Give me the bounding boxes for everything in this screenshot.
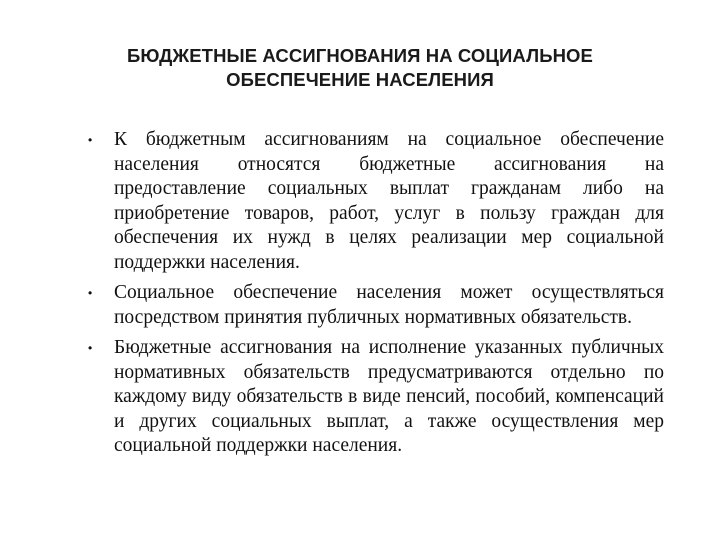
bullet-text-2: Социальное обеспечение населения может осуществляться посредством принятия публичных нормативных обязательств. <box>114 282 664 328</box>
bullet-list <box>88 128 664 465</box>
bullet-icon: • <box>88 286 93 300</box>
title-line-2: ОБЕСПЕЧЕНИЕ НАСЕЛЕНИЯ <box>226 69 494 90</box>
slide-title <box>60 44 660 92</box>
title-line-1: БЮДЖЕТНЫЕ АССИГНОВАНИЯ НА СОЦИАЛЬНОЕ <box>127 45 593 66</box>
bullet-item-3 <box>88 336 664 459</box>
bullet-icon: • <box>88 341 93 355</box>
bullet-text-1: К бюджетным ассигнованиям на социальное обеспечение населения относятся бюджетные ассигнования на предоставление социальных выплат гражданам либо на приобретение товаров, работ, услуг в пользу граждан для обеспечения их нужд в целях реализации мер социальной поддержки населения. <box>114 129 664 273</box>
bullet-item-1 <box>88 128 664 275</box>
bullet-icon: • <box>88 133 93 147</box>
bullet-item-2 <box>88 281 664 330</box>
bullet-text-3: Бюджетные ассигнования на исполнение указанных публичных нормативных обязательств предусматриваются отдельно по каждому виду обязательств в виде пенсий, пособий, компенсаций и других социальных выплат, а также осуществления мер социальной поддержки населения. <box>114 337 664 456</box>
